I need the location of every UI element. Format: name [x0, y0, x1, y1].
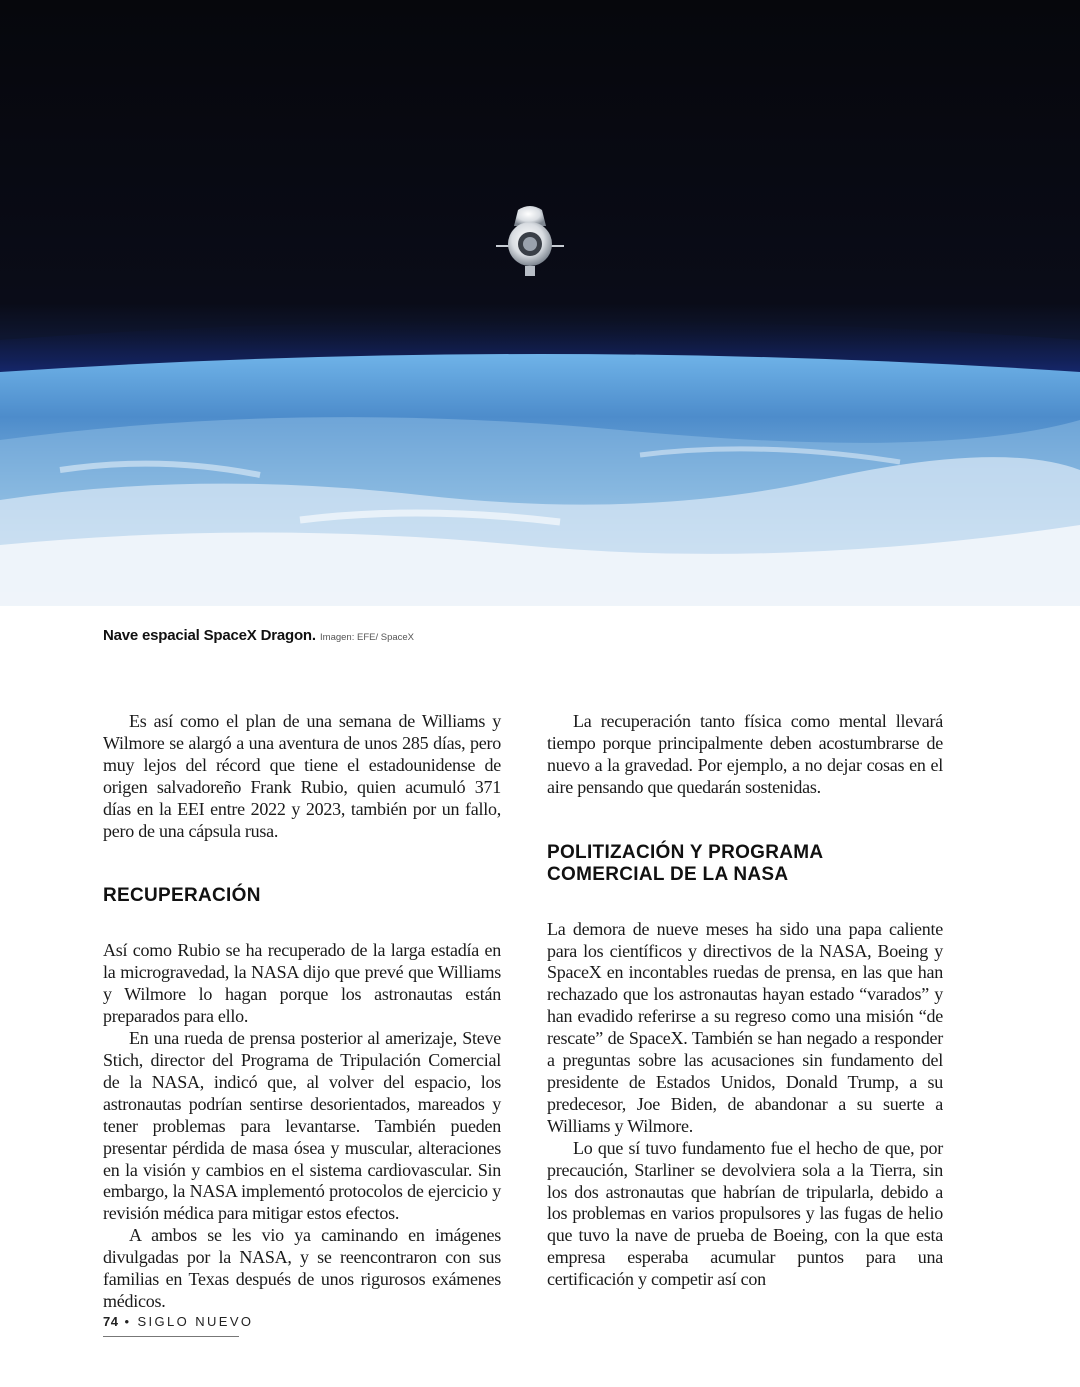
photo-caption — [103, 627, 414, 644]
page-number: 74 — [103, 1314, 119, 1329]
page-footer — [103, 1314, 253, 1329]
publication-name: SIGLO NUEVO — [137, 1314, 254, 1329]
paragraph: Lo que sí tuvo fundamento fue el hecho de que, por precaución, Starliner se devolviera sola a la Tierra, sin los dos astronautas que habrían de tripularla, debido a los problemas en varios propulsores y las fugas de helio que tuvo la nave de prueba de Boeing, con la que esta empresa esperaba acumular puntos para una certificación y competir así con — [547, 1137, 943, 1290]
section-heading-line-2: COMERCIAL DE LA NASA — [547, 863, 789, 885]
caption-title: Nave espacial SpaceX Dragon. — [103, 627, 316, 644]
paragraph: La demora de nueve meses ha sido una papa caliente para los científicos y directivos de la NASA, Boeing y SpaceX en incontables ruedas de prensa, en las que han rechazado que los astronautas hayan estado “varados” y han evadido referirse a su regreso como una misión “de rescate” de SpaceX. También se han negado a responder a preguntas sobre las acusaciones sin fundamento del presidente de Estados Unidos, Donald Trump, a su predecesor, Joe Biden, de abandonar a su suerte a Williams y Wilmore. — [547, 918, 943, 1136]
footer-separator: • — [124, 1314, 132, 1329]
footer-rule — [103, 1336, 239, 1337]
paragraph: Es así como el plan de una semana de Williams y Wilmore se alargó a una aventura de unos 285 días, pero muy lejos del récord que tiene el estadounidense de origen salvadoreño Frank Rubio, quien acumuló 371 días en la EEI entre 2022 y 2023, también por un fallo, pero de una cápsula rusa. — [103, 711, 501, 841]
paragraph: En una rueda de prensa posterior al amerizaje, Steve Stich, director del Programa de Tripulación Comercial de la NASA, indicó que, al volver del espacio, los astronautas podrían sentirse desorientados, mareados y tener problemas para levantarse. También pueden presentar pérdida de masa ósea y muscular, alteraciones en la visión y cambios en el sistema cardiovascular. Sin embargo, la NASA implementó protocolos de ejercicio y revisión médica para mitigar estos efectos. — [103, 1028, 501, 1224]
section-heading: RECUPERACIÓN — [103, 885, 261, 907]
caption-credit: Imagen: EFE/ SpaceX — [320, 632, 415, 643]
right-column — [547, 711, 943, 1291]
paragraph: A ambos se les vio ya caminando en imágenes divulgadas por la NASA, y se reencontraron con sus familias en Texas después de unos rigurosos exámenes médicos. — [103, 1225, 501, 1311]
paragraph: La recuperación tanto física como mental llevará tiempo porque principalmente deben acostumbrarse de nuevo a la gravedad. Por ejemplo, a no dejar cosas en el aire pensando que quedarán sostenidas. — [547, 711, 943, 797]
hero-photo — [0, 0, 1080, 606]
left-column — [103, 711, 501, 1313]
paragraph: Así como Rubio se ha recuperado de la larga estadía en la microgravedad, la NASA dijo que prevé que Williams y Wilmore lo hagan porque los astronautas están preparados para ello. — [103, 940, 501, 1027]
section-heading-line-1: POLITIZACIÓN Y PROGRAMA — [547, 841, 824, 863]
